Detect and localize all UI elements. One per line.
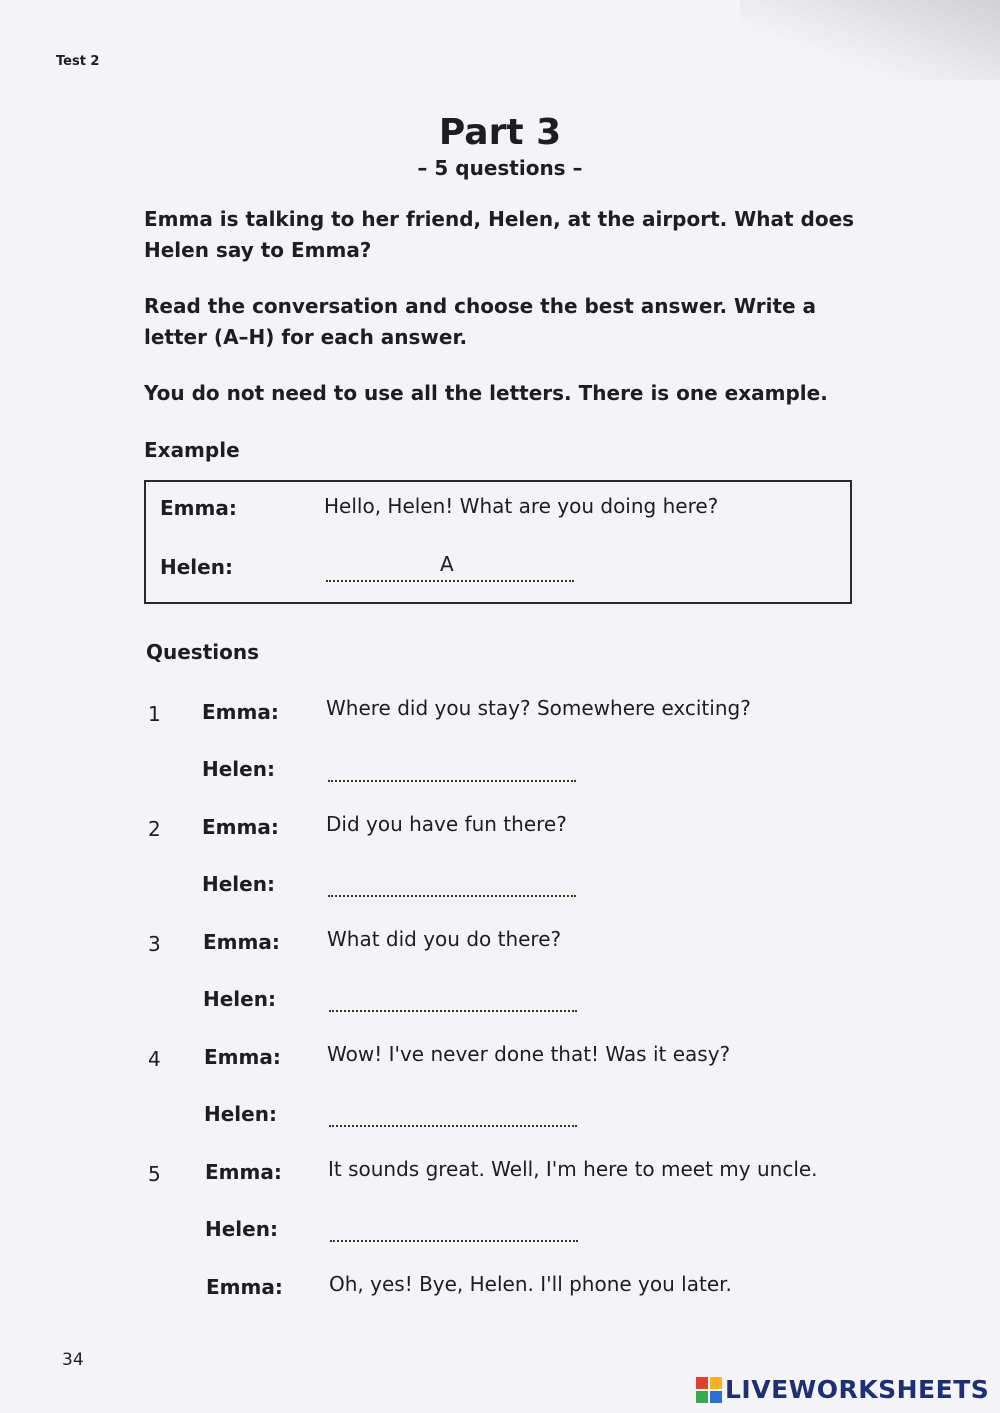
answer-field-2[interactable]	[328, 895, 576, 897]
answer-field-3[interactable]	[329, 1010, 577, 1012]
part-title: Part 3	[438, 112, 562, 153]
instruction-note: You do not need to use all the letters. There is one example.	[144, 381, 828, 405]
question-3-emma-label: Emma:	[203, 930, 280, 954]
question-4-emma-line: Wow! I've never done that! Was it easy?	[327, 1042, 731, 1066]
example-heading: Example	[144, 438, 240, 462]
answer-field-5[interactable]	[330, 1240, 578, 1242]
question-2-emma-line: Did you have fun there?	[326, 812, 567, 836]
page-corner-shadow	[740, 0, 1000, 80]
example-emma-line: Hello, Helen! What are you doing here?	[324, 494, 719, 518]
closing-emma-label: Emma:	[206, 1275, 283, 1299]
instruction-task: Read the conversation and choose the best answer. Write a letter (A–H) for each answer.	[144, 294, 817, 349]
example-answer-line	[326, 580, 574, 582]
answer-field-4[interactable]	[329, 1125, 577, 1127]
example-helen-label: Helen:	[160, 555, 233, 579]
question-5-emma-line: It sounds great. Well, I'm here to meet my uncle.	[328, 1157, 818, 1181]
example-emma-label: Emma:	[160, 496, 237, 520]
question-number-5: 5	[148, 1162, 161, 1186]
question-4-helen-label: Helen:	[204, 1102, 277, 1126]
test-label: Test 2	[56, 54, 100, 69]
brand-text: LIVEWORKSHEETS	[725, 1375, 990, 1404]
example-answer: A	[440, 552, 454, 576]
question-number-3: 3	[148, 932, 161, 956]
question-2-helen-label: Helen:	[202, 872, 275, 896]
closing-emma-line: Oh, yes! Bye, Helen. I'll phone you later.	[329, 1272, 732, 1296]
question-3-emma-line: What did you do there?	[327, 927, 562, 951]
question-3-helen-label: Helen:	[203, 987, 276, 1011]
question-4-emma-label: Emma:	[204, 1045, 281, 1069]
liveworksheets-brand	[696, 1375, 989, 1404]
question-number-4: 4	[148, 1047, 161, 1071]
answer-field-1[interactable]	[328, 780, 576, 782]
questions-heading: Questions	[146, 640, 260, 664]
question-1-helen-label: Helen:	[202, 757, 275, 781]
question-5-helen-label: Helen:	[205, 1217, 278, 1241]
question-2-emma-label: Emma:	[202, 815, 279, 839]
question-1-emma-label: Emma:	[202, 700, 279, 724]
page-number: 34	[62, 1350, 84, 1370]
question-5-emma-label: Emma:	[205, 1160, 282, 1184]
question-1-emma-line: Where did you stay? Somewhere exciting?	[326, 696, 751, 720]
part-subtitle: – 5 questions –	[417, 156, 583, 180]
liveworksheets-logo-icon	[696, 1377, 722, 1403]
instruction-context: Emma is talking to her friend, Helen, at the airport. What does Helen say to Emma?	[144, 207, 855, 262]
question-number-1: 1	[148, 702, 161, 726]
question-number-2: 2	[148, 817, 161, 841]
